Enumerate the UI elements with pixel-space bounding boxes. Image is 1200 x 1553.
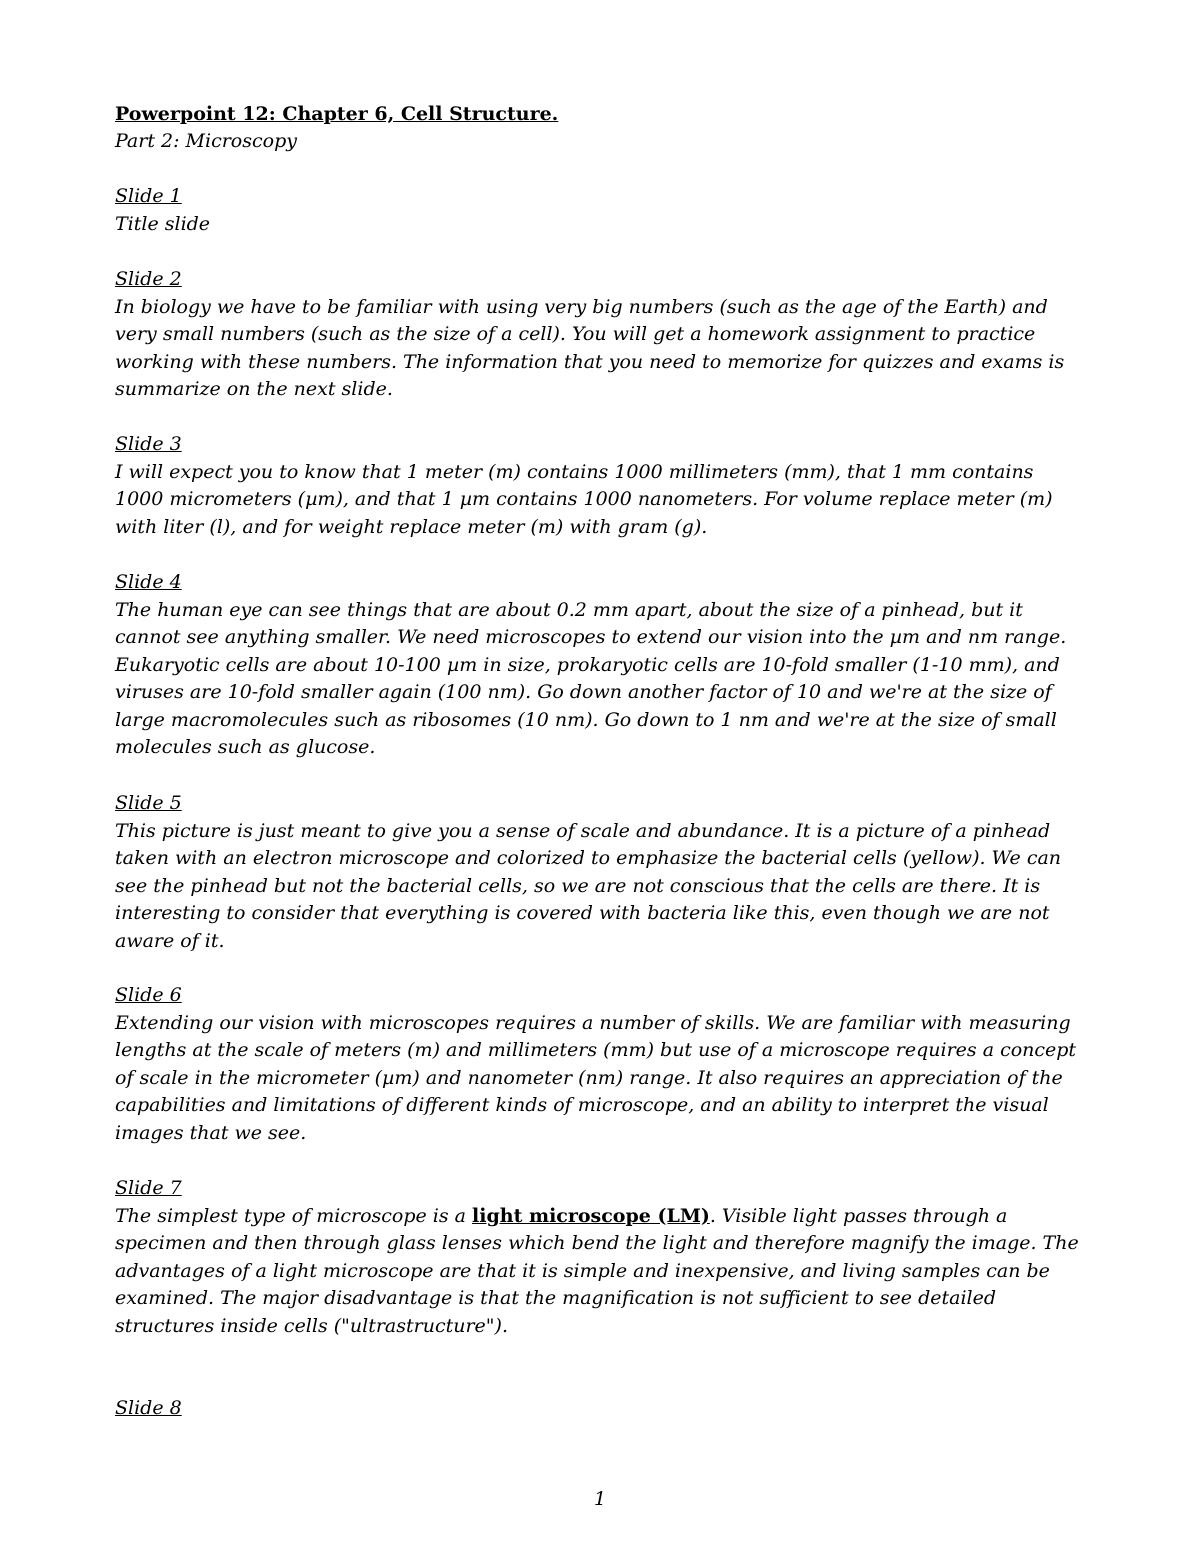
slide-6-heading: Slide 6 [115, 984, 182, 1006]
text-line: with liter (l), and for weight replace meter (m) with gram (g). [115, 515, 708, 538]
page-number: 1 [593, 1488, 607, 1510]
text-line: viruses are 10-fold smaller again (100 nm). Go down another factor of 10 and we're at the size of [115, 681, 1052, 703]
text-fragment: . Visible light passes through a [709, 1204, 1008, 1227]
slide-8-heading: Slide 8 [115, 1397, 182, 1419]
slide-4-heading: Slide 4 [115, 571, 182, 593]
slide-5-section [115, 790, 1075, 955]
slide-6-section [115, 982, 1075, 1147]
text-line: interesting to consider that everything is covered with bacteria like this, even though we are not [115, 902, 1050, 924]
slide-6-text [115, 1010, 1075, 1148]
text-line: summarize on the next slide. [115, 378, 393, 400]
text-line: Eukaryotic cells are about 10-100 µm in size, prokaryotic cells are 10-fold smaller (1-10 mm), and [115, 653, 1060, 676]
slide-4-text [115, 597, 1075, 762]
slide-2-text [115, 294, 1075, 404]
slide-1-heading: Slide 1 [115, 185, 182, 207]
text-line: specimen and then through glass lenses which bend the light and therefore magnify the image. The [115, 1232, 1079, 1254]
slide-8-section [115, 1395, 1075, 1423]
slide-7-heading: Slide 7 [115, 1177, 182, 1199]
text-line: taken with an electron microscope and colorized to emphasize the bacterial cells (yellow). We can [115, 847, 1062, 869]
slide-7-text [115, 1203, 1079, 1341]
text-line: lengths at the scale of meters (m) and millimeters (mm) but use of a microscope requires a concept [115, 1039, 1077, 1061]
text-line: Title slide [115, 212, 211, 235]
text-line: of scale in the micrometer (µm) and nanometer (nm) range. It also requires an appreciation of the [115, 1066, 1063, 1089]
text-line: This picture is just meant to give you a sense of scale and abundance. It is a picture of a pinhead [115, 819, 1051, 842]
text-line: large macromolecules such as ribosomes (10 nm). Go down to 1 nm and we're at the size of small [115, 708, 1057, 731]
document-subtitle: Part 2: Microscopy [115, 130, 297, 152]
slide-5-heading: Slide 5 [115, 792, 182, 814]
slide-3-text [115, 459, 1075, 542]
slide-3-heading: Slide 3 [115, 433, 182, 455]
text-line: images that we see. [115, 1121, 307, 1144]
text-line: I will expect you to know that 1 meter (m) contains 1000 millimeters (mm), that 1 mm contains [115, 460, 1034, 483]
text-line: The human eye can see things that are about 0.2 mm apart, about the size of a pinhead, but it [115, 598, 1023, 621]
text-line: working with these numbers. The information that you need to memorize for quizzes and exams is [115, 350, 1065, 373]
slide-3-section [115, 431, 1075, 541]
slide-4-section [115, 569, 1075, 762]
text-line: In biology we have to be familiar with using very big numbers (such as the age of the Earth) and [115, 295, 1048, 318]
slide-1-text [115, 211, 1075, 239]
text-line: 1000 micrometers (µm), and that 1 µm contains 1000 nanometers. For volume replace meter (m) [115, 488, 1053, 510]
text-line: very small numbers (such as the size of a cell). You will get a homework assignment to practice [115, 323, 1036, 345]
text-line: cannot see anything smaller. We need microscopes to extend our vision into the µm and nm range. [115, 626, 1067, 648]
text-line: see the pinhead but not the bacterial cells, so we are not conscious that the cells are there. It is [115, 874, 1041, 897]
document-title: Powerpoint 12: Chapter 6, Cell Structure. [115, 103, 559, 125]
slide-5-text [115, 818, 1075, 956]
text-line: structures inside cells ("ultrastructure"). [115, 1314, 508, 1337]
key-term-light-microscope: light microscope (LM) [472, 1204, 710, 1227]
text-fragment: The simplest type of microscope is a [115, 1204, 473, 1227]
text-line: molecules such as glucose. [115, 736, 376, 758]
text-line: Extending our vision with microscopes requires a number of skills. We are familiar with measuring [115, 1011, 1071, 1034]
text-line: aware of it. [115, 929, 225, 952]
slide-2-heading: Slide 2 [115, 268, 182, 290]
slide-1-section [115, 183, 1075, 238]
text-line [115, 1203, 1075, 1231]
text-line: capabilities and limitations of different kinds of microscope, and an ability to interpret the visual [115, 1094, 1049, 1116]
text-line: advantages of a light microscope are that it is simple and inexpensive, and living samples can be [115, 1259, 1050, 1282]
text-line: examined. The major disadvantage is that the magnification is not sufficient to see detailed [115, 1287, 997, 1309]
slide-2-section [115, 266, 1075, 404]
slide-7-section [115, 1175, 1079, 1340]
